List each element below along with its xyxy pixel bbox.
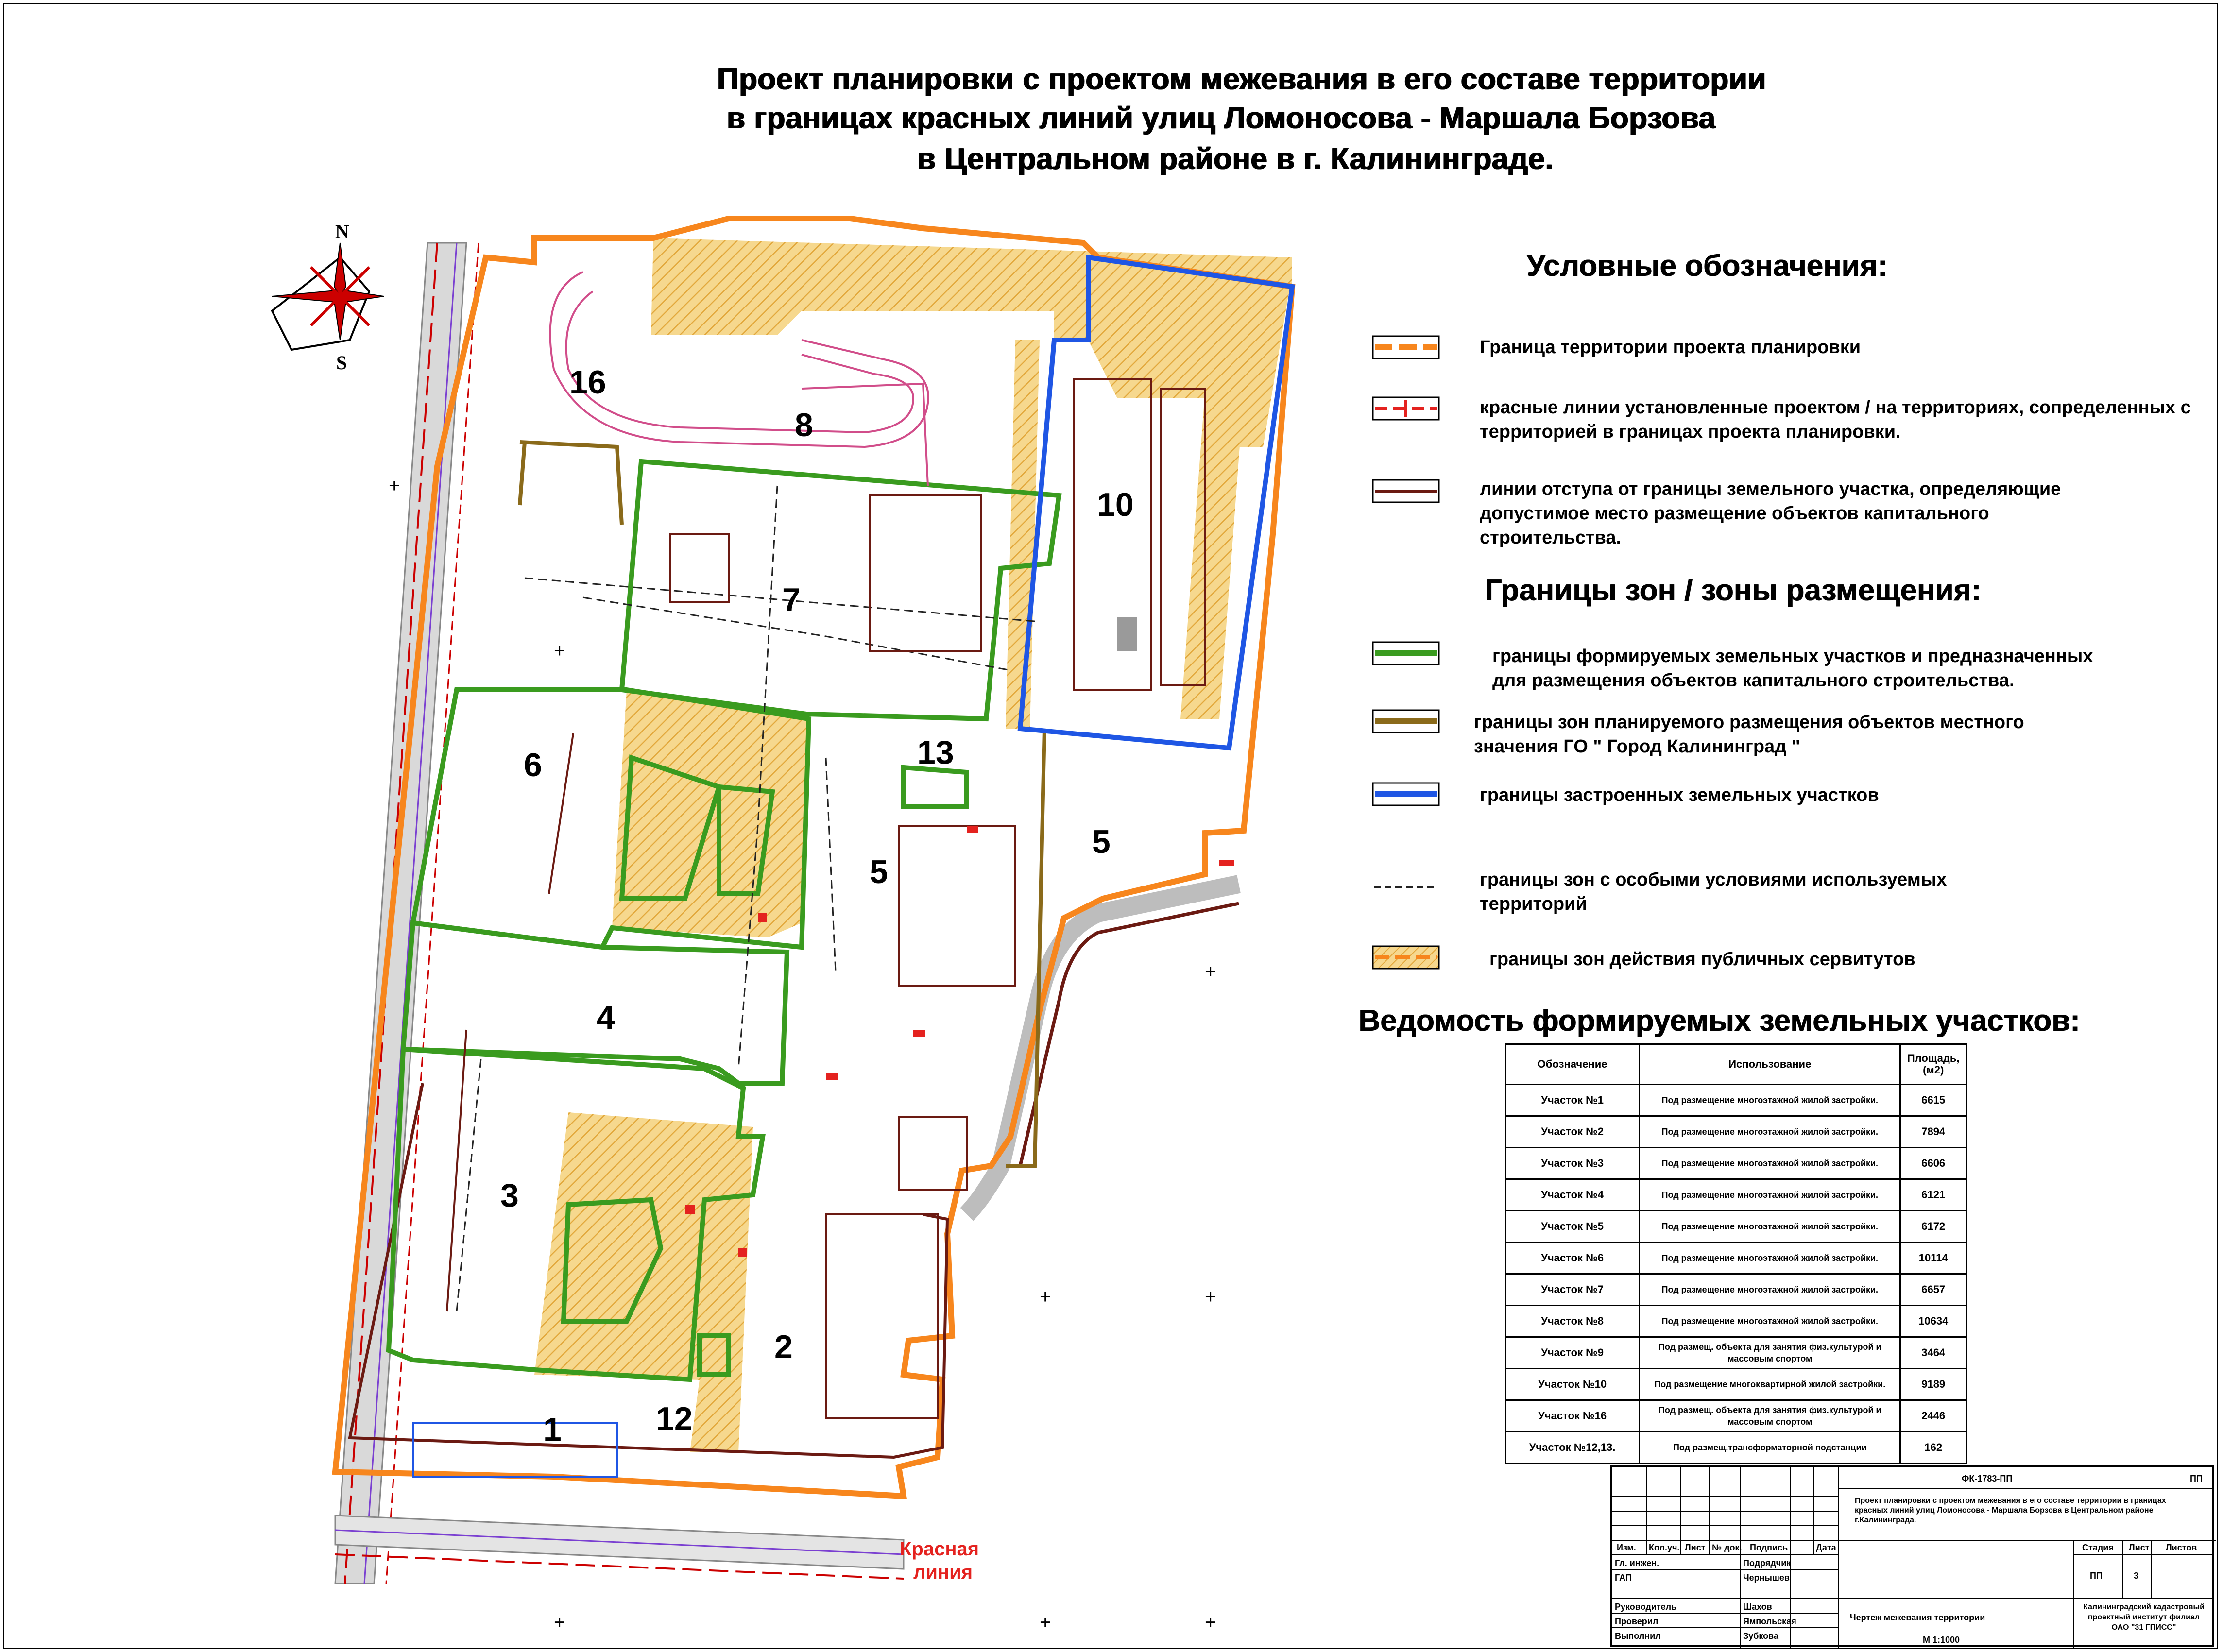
legend-heading: Условные обозначения: — [1526, 249, 1888, 283]
parcel-area-cell: 6121 — [1900, 1179, 1966, 1211]
stamp-doc-code: ФК-1783-ПП — [1962, 1474, 2013, 1483]
parcel-id-cell: Участок №5 — [1505, 1211, 1640, 1243]
lot-label-10: 10 — [1097, 486, 1134, 523]
title-line-2: в границах красных линий улиц Ломоносова - Маршала Борзова — [727, 102, 1716, 135]
legend-icon-special-zone — [1372, 880, 1440, 895]
stamp-col-label: Лист — [1685, 1543, 1706, 1552]
building-grey — [1117, 617, 1137, 651]
parcel-use-cell: Под размещ. объекта для занятия физ.культурой и массовым спортом — [1640, 1400, 1900, 1432]
table-header-row — [1505, 1044, 1966, 1085]
stamp-col-label: Кол.уч. — [1649, 1543, 1680, 1552]
table-row — [1505, 1306, 1966, 1337]
legend-text-built-parcel: границы застроенных земельных участков — [1480, 785, 1879, 805]
legend-text-parcel-border: границы формируемых земельных участков и предназначенных для размещения объектов капитального строительства. — [1492, 646, 2093, 691]
table-row — [1505, 1274, 1966, 1306]
legend-icon-setback — [1372, 479, 1440, 503]
parcel-area-cell: 6615 — [1900, 1085, 1966, 1116]
lot-label-2: 2 — [774, 1328, 793, 1365]
parcel-use-cell: Под размещение многоэтажной жилой застройки. — [1640, 1306, 1900, 1337]
parcel-id-cell: Участок №10 — [1505, 1369, 1640, 1400]
lot-label-13: 13 — [917, 734, 954, 771]
lot-label-5: 5 — [870, 853, 888, 890]
lot-label-16: 16 — [569, 364, 606, 401]
parcel-area-cell: 9189 — [1900, 1369, 1966, 1400]
stamp-role: ГАП — [1615, 1573, 1632, 1583]
title-line-1: Проект планировки с проектом межевания в его составе территории — [717, 63, 1767, 96]
legend-text-setback: линии отступа от границы земельного участка, определяющие допустимое место размещение объектов капитального строительства. — [1480, 479, 2061, 548]
parcel-id-cell: Участок №7 — [1505, 1274, 1640, 1306]
parcel-id-cell: Участок №6 — [1505, 1243, 1640, 1274]
zones-heading: Границы зон / зоны размещения: — [1485, 574, 1981, 607]
lot-label-6: 6 — [524, 747, 542, 783]
parcel-area-cell: 2446 — [1900, 1400, 1966, 1432]
legend-text-project-border: Граница территории проекта планировки — [1480, 337, 1861, 358]
grid-cross: + — [554, 1612, 565, 1633]
legend-text-special-zone: границы зон с особыми условиями используемых территорий — [1480, 869, 1947, 914]
compass-south-label: S — [336, 352, 347, 374]
stamp-stage: ПП — [2090, 1571, 2103, 1581]
table-row — [1505, 1400, 1966, 1432]
stamp-project-text: Проект планировки с проектом межевания в его составе территории в границах красных линий улиц Ломоносова - Маршала Борзова в Центральном районе г.Калининграда. — [1855, 1497, 2166, 1524]
lot-label-9: 5 — [1092, 823, 1111, 860]
project-border — [335, 219, 1292, 1496]
parcel-area-cell: 6172 — [1900, 1211, 1966, 1243]
stamp-drawing-title: Чертеж межевания территории — [1850, 1613, 1985, 1622]
parcel-area-cell: 6606 — [1900, 1148, 1966, 1179]
table-row — [1505, 1148, 1966, 1179]
parcel-id-cell: Участок №8 — [1505, 1306, 1640, 1337]
parcel-id-cell: Участок №2 — [1505, 1116, 1640, 1148]
lot-label-1: 1 — [543, 1411, 562, 1448]
grid-cross: + — [1205, 1612, 1216, 1633]
legend-text-red-lines: красные линии установленные проектом / на территориях, сопределенных с территорией в границах проекта планировки. — [1480, 397, 2191, 442]
parcel-area-cell: 6657 — [1900, 1274, 1966, 1306]
grid-cross: + — [1040, 1286, 1051, 1308]
parcel-use-cell: Под размещение многоэтажной жилой застройки. — [1640, 1085, 1900, 1116]
stamp-role: Руководитель — [1615, 1602, 1677, 1612]
built-parcel-south — [413, 1423, 617, 1477]
stamp-person: Чернышев — [1743, 1573, 1790, 1583]
parcel-use-cell: Под размещ.трансформаторной подстанции — [1640, 1432, 1900, 1464]
legend-text-local-zone: границы зон планируемого размещения объектов местного значения ГО " Город Калининград " — [1474, 712, 2024, 757]
compass-north-label: N — [335, 221, 349, 242]
grid-cross: + — [389, 475, 400, 496]
parcel-use-cell: Под размещение многоэтажной жилой застройки. — [1640, 1179, 1900, 1211]
lot-label-12: 12 — [656, 1400, 693, 1437]
table-row — [1505, 1116, 1966, 1148]
stamp-sheet-code: ПП — [2190, 1474, 2203, 1483]
legend-icon-local-zone — [1372, 709, 1440, 733]
legend-icon-red-lines — [1372, 396, 1440, 421]
legend-icon-built-parcel — [1372, 782, 1440, 806]
stamp-col-label: № док. — [1712, 1543, 1742, 1552]
title-line-3: в Центральном районе в г. Калининграде. — [917, 142, 1554, 176]
street-south — [335, 1516, 904, 1579]
legend-icon-project-border — [1372, 335, 1440, 359]
stamp-role: Гл. инжен. — [1615, 1558, 1659, 1568]
parcel-table — [1505, 1043, 1967, 1464]
parcel-use-cell: Под размещение многоэтажной жилой застройки. — [1640, 1116, 1900, 1148]
parcel-id-cell: Участок №9 — [1505, 1337, 1640, 1369]
parcel-area-cell: 10114 — [1900, 1243, 1966, 1274]
parcel-use-cell: Под размещ. объекта для занятия физ.культурой и массовым спортом — [1640, 1337, 1900, 1369]
parcel-id-cell: Участок №12,13. — [1505, 1432, 1640, 1464]
stamp-sheets-label: Листов — [2166, 1543, 2197, 1552]
legend-icon-parcel-border — [1372, 641, 1440, 665]
stamp-org: Калининградский кадастровый проектный институт филиал ОАО "31 ГПИСС" — [2083, 1603, 2205, 1632]
title-block — [1610, 1465, 2214, 1647]
lot-label-8: 8 — [795, 407, 813, 443]
stamp-role: Проверил — [1615, 1617, 1659, 1626]
stamp-col-label: Изм. — [1617, 1543, 1636, 1552]
parcel-area-cell: 7894 — [1900, 1116, 1966, 1148]
parcel-use-cell: Под размещение многоэтажной жилой застройки. — [1640, 1148, 1900, 1179]
table-row — [1505, 1369, 1966, 1400]
grid-cross: + — [1205, 1286, 1216, 1308]
parcel-use-cell: Под размещение многоэтажной жилой застройки. — [1640, 1274, 1900, 1306]
parcel-use-cell: Под размещение многоэтажной жилой застройки. — [1640, 1243, 1900, 1274]
grid-cross: + — [1040, 1612, 1051, 1633]
table-row — [1505, 1432, 1966, 1464]
stamp-sheet-label: Лист — [2129, 1543, 2150, 1552]
parcel-use-cell: Под размещение многоквартирной жилой застройки. — [1640, 1369, 1900, 1400]
stamp-sheet: 3 — [2134, 1571, 2139, 1581]
stamp-person: Шахов — [1743, 1602, 1772, 1612]
grid-cross: + — [1205, 961, 1216, 982]
lot-label-4: 4 — [597, 999, 615, 1036]
street-label-1: Красная — [900, 1538, 979, 1560]
parcel-id-cell: Участок №16 — [1505, 1400, 1640, 1432]
legend-text-servitude: границы зон действия публичных сервитутов — [1489, 949, 1915, 970]
table-header: Использование — [1640, 1044, 1900, 1085]
stamp-person: Подрядчик — [1743, 1558, 1791, 1568]
table-row — [1505, 1085, 1966, 1116]
stamp-col-label: Подпись — [1750, 1543, 1788, 1552]
table-header: Площадь, (м2) — [1900, 1044, 1966, 1085]
table-row — [1505, 1179, 1966, 1211]
stamp-person: Зубкова — [1743, 1631, 1779, 1641]
parcel-id-cell: Участок №3 — [1505, 1148, 1640, 1179]
compass-rose-icon — [272, 243, 384, 350]
legend-icon-servitude — [1372, 945, 1440, 970]
parcel-area-cell: 162 — [1900, 1432, 1966, 1464]
table-row — [1505, 1337, 1966, 1369]
table-title: Ведомость формируемых земельных участков: — [1358, 1004, 2080, 1038]
parcel-area-cell: 3464 — [1900, 1337, 1966, 1369]
street-west — [335, 243, 479, 1584]
table-header: Обозначение — [1505, 1044, 1640, 1085]
stamp-scale: М 1:1000 — [1923, 1635, 1960, 1645]
lot-label-7: 7 — [782, 581, 801, 618]
parcel-area-cell: 10634 — [1900, 1306, 1966, 1337]
parcel-id-cell: Участок №1 — [1505, 1085, 1640, 1116]
grid-cross: + — [554, 640, 565, 662]
table-row — [1505, 1243, 1966, 1274]
stamp-person: Ямпольская — [1743, 1617, 1796, 1626]
stamp-col-label: Дата — [1816, 1543, 1836, 1552]
table-row — [1505, 1211, 1966, 1243]
stamp-role: Выполнил — [1615, 1631, 1661, 1641]
parcel-use-cell: Под размещение многоэтажной жилой застройки. — [1640, 1211, 1900, 1243]
parcel-id-cell: Участок №4 — [1505, 1179, 1640, 1211]
lot-label-3: 3 — [500, 1177, 519, 1214]
street-label-2: линия — [913, 1562, 973, 1583]
stamp-stage-label: Стадия — [2082, 1543, 2114, 1552]
